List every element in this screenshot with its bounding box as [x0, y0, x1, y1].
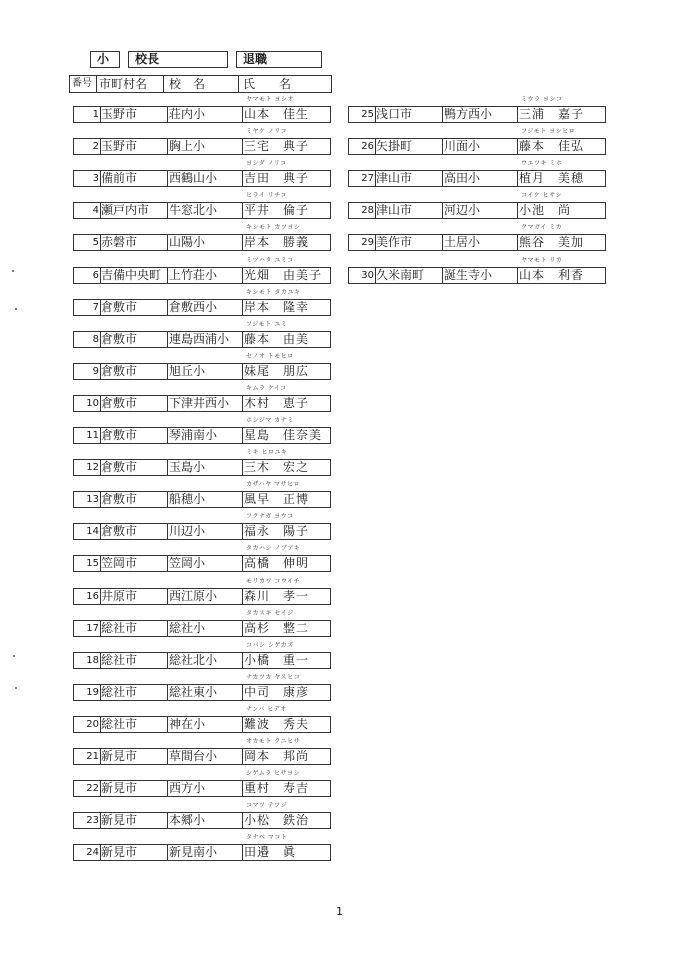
cell-divider [167, 492, 168, 507]
row-number: 21 [86, 751, 99, 762]
cell-divider [242, 332, 243, 347]
row-name: 光畑 由美子 [244, 268, 323, 282]
cell-divider [167, 428, 168, 443]
row-number: 5 [92, 237, 99, 248]
table-row [73, 385, 331, 412]
table-row [348, 257, 606, 284]
table-row [73, 674, 331, 701]
row-name: 三木 宏之 [244, 460, 310, 474]
row-number: 11 [86, 430, 99, 441]
cell-divider [242, 524, 243, 539]
row-name: 三宅 典子 [244, 139, 310, 153]
cell-divider [242, 813, 243, 828]
cell-divider [242, 364, 243, 379]
row-name: 難波 秀夫 [244, 717, 310, 731]
row-name: 小橋 重一 [244, 653, 310, 667]
cell-divider [100, 171, 101, 186]
cell-divider [167, 396, 168, 411]
row-furigana: ミキ ヒロユキ [246, 449, 288, 456]
cell-divider [242, 589, 243, 604]
cell-divider [167, 460, 168, 475]
cell-divider [375, 235, 376, 250]
status-label: 退職 [236, 51, 322, 68]
row-school: 高田小 [444, 171, 481, 185]
cell-divider [442, 139, 443, 154]
type-label: 小 [90, 51, 120, 68]
cell-divider [375, 139, 376, 154]
row-school: 川辺小 [169, 524, 206, 538]
row-school: 川面小 [444, 139, 481, 153]
row-school: 総社東小 [169, 685, 218, 699]
row-school: 本郷小 [169, 813, 206, 827]
cell-divider [375, 171, 376, 186]
row-school: 倉敷西小 [169, 300, 218, 314]
scan-dot [15, 687, 17, 689]
table-row [73, 417, 331, 444]
row-city: 矢掛町 [376, 139, 413, 153]
row-name: 岸本 隆幸 [244, 300, 310, 314]
row-number: 2 [92, 141, 99, 152]
row-school: 誕生寺小 [444, 268, 493, 282]
row-school: 下津井西小 [169, 396, 230, 410]
row-name: 吉田 典子 [244, 171, 310, 185]
row-city: 新見市 [101, 813, 138, 827]
row-school: 荘内小 [169, 107, 206, 121]
row-furigana: ヤマモト リカ [521, 257, 563, 264]
row-number: 28 [361, 205, 374, 216]
cell-divider [100, 460, 101, 475]
cell-divider [242, 845, 243, 860]
table-row [348, 96, 606, 123]
cell-divider [517, 139, 518, 154]
row-school: 土居小 [444, 235, 481, 249]
row-name: 藤本 由美 [244, 332, 310, 346]
row-furigana: クマガイ ミカ [521, 224, 563, 231]
row-furigana: キシモト カツヨシ [246, 224, 301, 231]
row-city: 笠岡市 [101, 556, 138, 570]
row-school: 琴浦南小 [169, 428, 218, 442]
table-row [348, 192, 606, 219]
row-name: 妹尾 朋広 [244, 364, 310, 378]
cell-divider [242, 492, 243, 507]
position-label: 校長 [128, 51, 228, 68]
row-school: 草間台小 [169, 749, 218, 763]
table-row [73, 834, 331, 861]
row-city: 瀬戸内市 [101, 203, 150, 217]
row-city: 新見市 [101, 749, 138, 763]
row-name: 小松 鉄治 [244, 813, 310, 827]
row-number: 16 [86, 591, 99, 602]
row-city: 吉備中央町 [101, 268, 162, 282]
row-city: 総社市 [101, 653, 138, 667]
row-city: 久米南町 [376, 268, 425, 282]
cell-divider [100, 139, 101, 154]
row-city: 倉敷市 [101, 524, 138, 538]
cell-divider [100, 364, 101, 379]
row-number: 12 [86, 462, 99, 473]
table-row [73, 513, 331, 540]
cell-divider [167, 268, 168, 283]
cell-divider [242, 171, 243, 186]
table-row [73, 545, 331, 572]
table-row [348, 160, 606, 187]
row-furigana: セノオ トモヒロ [246, 353, 294, 360]
row-name: 福永 陽子 [244, 524, 310, 538]
cell-divider [242, 749, 243, 764]
row-number: 3 [92, 173, 99, 184]
row-school: 旭丘小 [169, 364, 206, 378]
table-row [73, 481, 331, 508]
row-school: 玉島小 [169, 460, 206, 474]
cell-divider [100, 845, 101, 860]
cell-divider [100, 813, 101, 828]
cell-divider [167, 621, 168, 636]
row-furigana: オカモト クニヒサ [246, 738, 301, 745]
row-furigana: コイケ ヒサシ [521, 192, 562, 199]
cell-divider [167, 845, 168, 860]
row-school: 総社北小 [169, 653, 218, 667]
cell-divider [167, 171, 168, 186]
cell-divider [517, 171, 518, 186]
row-number: 14 [86, 526, 99, 537]
row-name: 平井 倫子 [244, 203, 310, 217]
row-number: 10 [86, 398, 99, 409]
cell-divider [167, 524, 168, 539]
row-city: 倉敷市 [101, 300, 138, 314]
row-furigana: ナカツカ ヤスヒコ [246, 674, 301, 681]
cell-divider [242, 460, 243, 475]
row-number: 30 [361, 270, 374, 281]
cell-divider [242, 781, 243, 796]
row-number: 9 [92, 366, 99, 377]
cell-divider [167, 107, 168, 122]
row-name: 山本 佳生 [244, 107, 310, 121]
cell-divider [442, 235, 443, 250]
scan-dot [13, 655, 15, 657]
cell-divider [167, 717, 168, 732]
cell-divider [167, 589, 168, 604]
row-furigana: ナンバ ヒデオ [246, 706, 287, 713]
table-row [73, 610, 331, 637]
cell-divider [100, 428, 101, 443]
row-school: 山陽小 [169, 235, 206, 249]
cell-divider [100, 300, 101, 315]
row-furigana: タカハシ ノブアキ [246, 545, 301, 552]
row-furigana: ヨシダ ノリコ [246, 160, 287, 167]
table-row [73, 289, 331, 316]
cell-divider [167, 235, 168, 250]
cell-divider [167, 203, 168, 218]
column-number: 番号 [72, 78, 92, 89]
row-furigana: ホシジマ カナミ [246, 417, 294, 424]
row-number: 1 [92, 109, 99, 120]
row-name: 森川 孝一 [244, 589, 310, 603]
row-number: 6 [92, 270, 99, 281]
table-row [73, 738, 331, 765]
cell-divider [167, 749, 168, 764]
row-school: 西鶴山小 [169, 171, 218, 185]
row-name: 中司 康彦 [244, 685, 310, 699]
row-name: 高橋 伸明 [244, 556, 310, 570]
cell-divider [167, 653, 168, 668]
row-city: 赤磐市 [101, 235, 138, 249]
cell-divider [517, 107, 518, 122]
cell-divider [100, 332, 101, 347]
row-city: 新見市 [101, 781, 138, 795]
row-furigana: コマツ テツジ [246, 802, 288, 809]
cell-divider [100, 203, 101, 218]
cell-divider [242, 235, 243, 250]
cell-divider [242, 717, 243, 732]
row-city: 津山市 [376, 171, 413, 185]
row-furigana: ヤマモト ヨシオ [246, 96, 294, 103]
cell-divider [100, 749, 101, 764]
cell-divider [100, 268, 101, 283]
row-furigana: モリカワ コウイチ [246, 578, 301, 585]
row-furigana: ミヤケ ノリコ [246, 128, 288, 135]
row-name: 岸本 勝義 [244, 235, 310, 249]
row-number: 18 [86, 655, 99, 666]
row-city: 井原市 [101, 589, 138, 603]
row-number: 23 [86, 815, 99, 826]
cell-divider [375, 268, 376, 283]
table-row [73, 578, 331, 605]
row-furigana: フジモト ユミ [246, 321, 288, 328]
cell-divider [517, 268, 518, 283]
scan-dot [15, 308, 17, 310]
row-furigana: ミウラ ヨシコ [521, 96, 563, 103]
cell-divider [442, 203, 443, 218]
row-school: 胸上小 [169, 139, 206, 153]
row-city: 総社市 [101, 621, 138, 635]
row-city: 美作市 [376, 235, 413, 249]
table-row [73, 449, 331, 476]
row-name: 熊谷 美加 [519, 235, 585, 249]
table-row [73, 160, 331, 187]
cell-divider [242, 685, 243, 700]
cell-divider [242, 268, 243, 283]
cell-divider [100, 492, 101, 507]
row-name: 風早 正博 [244, 492, 310, 506]
cell-divider [442, 268, 443, 283]
row-name: 三浦 嘉子 [519, 107, 585, 121]
row-city: 倉敷市 [101, 492, 138, 506]
scan-dot [12, 270, 14, 272]
row-number: 15 [86, 558, 99, 569]
cell-divider [100, 235, 101, 250]
cell-divider [167, 364, 168, 379]
table-row [73, 192, 331, 219]
row-name: 植月 美穂 [519, 171, 585, 185]
cell-divider [242, 428, 243, 443]
row-city: 玉野市 [101, 139, 138, 153]
row-furigana: カザハヤ マサヒロ [246, 481, 301, 488]
row-name: 藤本 佳弘 [519, 139, 585, 153]
cell-divider [167, 813, 168, 828]
cell-divider [517, 203, 518, 218]
row-city: 総社市 [101, 717, 138, 731]
row-school: 西方小 [169, 781, 206, 795]
cell-divider [167, 556, 168, 571]
cell-divider [167, 139, 168, 154]
cell-divider [167, 332, 168, 347]
row-furigana: フジモト ヨシヒロ [521, 128, 576, 135]
row-number: 7 [92, 302, 99, 313]
cell-divider [100, 589, 101, 604]
cell-divider [375, 203, 376, 218]
row-name: 岡本 邦尚 [244, 749, 310, 763]
cell-divider [100, 781, 101, 796]
row-number: 4 [92, 205, 99, 216]
row-number: 24 [86, 847, 99, 858]
cell-divider [242, 653, 243, 668]
row-furigana: タナベ マコト [246, 834, 288, 841]
cell-divider [100, 524, 101, 539]
row-furigana: シゲムラ ヒサヨシ [246, 770, 300, 777]
row-name: 田邉 眞 [244, 845, 297, 859]
row-name: 小池 尚 [519, 203, 572, 217]
row-number: 25 [361, 109, 374, 120]
cell-divider [242, 300, 243, 315]
row-city: 玉野市 [101, 107, 138, 121]
row-furigana: コバシ シゲカズ [246, 642, 294, 649]
row-city: 倉敷市 [101, 364, 138, 378]
cell-divider [100, 556, 101, 571]
page-number: 1 [336, 905, 343, 918]
row-school: 神在小 [169, 717, 206, 731]
cell-divider [100, 621, 101, 636]
cell-divider [517, 235, 518, 250]
cell-divider [100, 685, 101, 700]
table-row [73, 642, 331, 669]
cell-divider [100, 653, 101, 668]
row-city: 倉敷市 [101, 460, 138, 474]
table-row [73, 353, 331, 380]
cell-divider [242, 621, 243, 636]
cell-divider [442, 171, 443, 186]
table-row [73, 224, 331, 251]
row-school: 船穂小 [169, 492, 206, 506]
table-row [73, 321, 331, 348]
row-furigana: ミツハタ ユミコ [246, 257, 294, 264]
table-row [73, 770, 331, 797]
cell-divider [242, 396, 243, 411]
table-row [73, 802, 331, 829]
row-number: 26 [361, 141, 374, 152]
row-number: 29 [361, 237, 374, 248]
row-number: 17 [86, 623, 99, 634]
row-city: 総社市 [101, 685, 138, 699]
row-number: 27 [361, 173, 374, 184]
row-school: 西江原小 [169, 589, 218, 603]
table-row [73, 128, 331, 155]
row-name: 高杉 整二 [244, 621, 310, 635]
column-name: 氏 名 [243, 77, 292, 91]
cell-divider [100, 396, 101, 411]
cell-divider [242, 203, 243, 218]
cell-divider [375, 107, 376, 122]
row-furigana: キシモト タカユキ [246, 289, 301, 296]
table-row [348, 224, 606, 251]
row-furigana: ウエツキ ミホ [521, 160, 563, 167]
cell-divider [242, 139, 243, 154]
row-city: 倉敷市 [101, 396, 138, 410]
row-number: 13 [86, 494, 99, 505]
table-row [348, 128, 606, 155]
row-city: 備前市 [101, 171, 138, 185]
table-row [73, 706, 331, 733]
cell-divider [167, 781, 168, 796]
row-name: 重村 寿吉 [244, 781, 310, 795]
row-name: 星島 佳奈美 [244, 428, 323, 442]
row-city: 倉敷市 [101, 332, 138, 346]
column-school: 校 名 [169, 77, 206, 91]
table-row [73, 257, 331, 284]
row-city: 津山市 [376, 203, 413, 217]
cell-divider [242, 107, 243, 122]
row-school: 笠岡小 [169, 556, 206, 570]
row-city: 新見市 [101, 845, 138, 859]
cell-divider [100, 717, 101, 732]
row-city: 倉敷市 [101, 428, 138, 442]
row-furigana: キムラ ケイコ [246, 385, 287, 392]
cell-divider [242, 556, 243, 571]
row-furigana: タカスギ セイジ [246, 610, 294, 617]
row-school: 新見南小 [169, 845, 218, 859]
row-school: 鴨方西小 [444, 107, 493, 121]
cell-divider [167, 300, 168, 315]
row-name: 山本 利香 [519, 268, 585, 282]
table-row [73, 96, 331, 123]
row-school: 総社小 [169, 621, 206, 635]
row-school: 上竹荘小 [169, 268, 218, 282]
cell-divider [167, 685, 168, 700]
row-school: 河辺小 [444, 203, 481, 217]
row-school: 牛窓北小 [169, 203, 218, 217]
cell-divider [442, 107, 443, 122]
column-city: 市町村名 [99, 77, 148, 91]
row-number: 8 [92, 334, 99, 345]
row-school: 連島西浦小 [169, 332, 230, 346]
column-header [69, 75, 332, 93]
row-number: 22 [86, 783, 99, 794]
row-name: 木村 恵子 [244, 396, 310, 410]
cell-divider [100, 107, 101, 122]
row-city: 浅口市 [376, 107, 413, 121]
row-furigana: ヒライ リチコ [246, 192, 287, 199]
row-number: 20 [86, 719, 99, 730]
row-number: 19 [86, 687, 99, 698]
row-furigana: フクナガ ヨウコ [246, 513, 294, 520]
